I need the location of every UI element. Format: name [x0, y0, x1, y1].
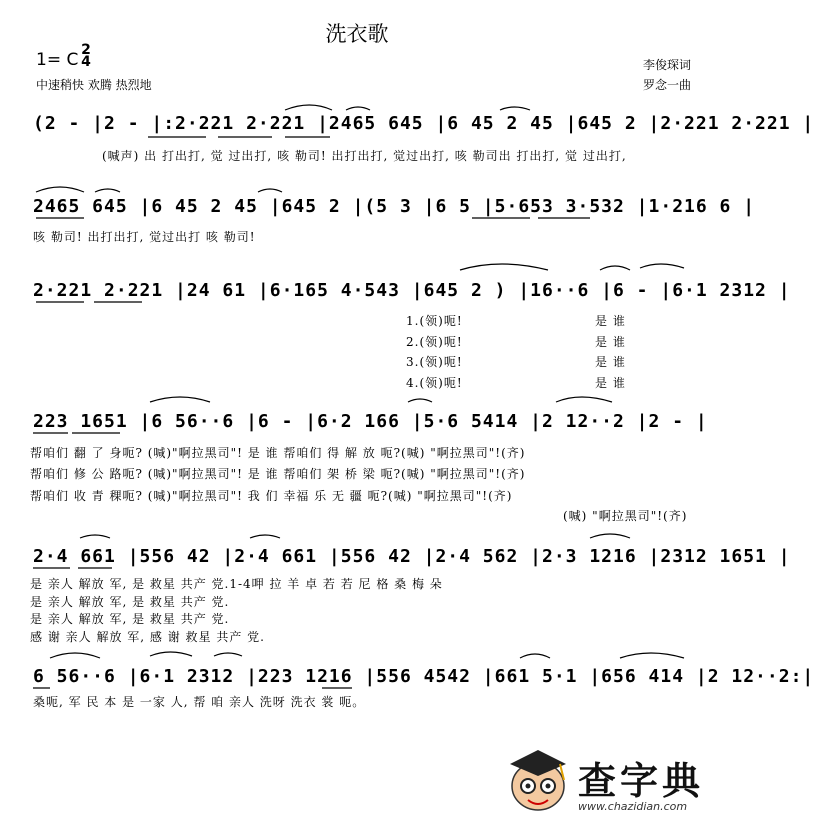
slur-mark	[36, 187, 84, 192]
notation-line-6: 6 56··6 |6·1 2312 |223 1216 |556 4542 |661 5·1 |656 414 |2 12··2:|	[33, 666, 814, 687]
slur-mark	[285, 105, 332, 110]
lyrics-line-1: (喊声) 出 打出打, 觉 过出打, 咳 勒司! 出打出打, 觉过出打, 咳 勒司出 打出打, 觉 过出打,	[102, 149, 627, 163]
time-signature-top: 2	[81, 42, 91, 58]
slur-mark	[346, 107, 370, 110]
verse-3-who: 是 谁	[595, 355, 626, 369]
lyrics-line-4d: (喊) "啊拉黑司"!(齐)	[563, 509, 688, 523]
verse-1-lead: 1.(领)呃!	[406, 314, 463, 328]
verse-2-who: 是 谁	[595, 335, 626, 349]
slur-mark	[258, 189, 282, 192]
verse-4-lead: 4.(领)呃!	[406, 376, 463, 390]
logo-mascot-icon	[500, 746, 576, 816]
lyrics-line-5d: 感 谢 亲人 解放 军, 感 谢 救星 共产 党.	[30, 630, 265, 644]
lyrics-line-6: 桑呃, 军 民 本 是 一家 人, 帮 咱 亲人 洗呀 洗衣 裳 呃。	[33, 695, 366, 709]
slur-mark	[600, 266, 630, 270]
slur-mark	[620, 653, 684, 658]
slur-mark	[640, 264, 684, 268]
slur-mark	[500, 107, 530, 110]
slur-mark	[520, 654, 550, 658]
slur-mark	[408, 399, 432, 402]
slur-mark	[250, 535, 280, 538]
slur-mark	[95, 189, 120, 192]
lyrics-line-5c: 是 亲人 解放 军, 是 救星 共产 党.	[30, 612, 230, 626]
slur-mark	[80, 535, 110, 538]
notation-line-4: 223 1651 |6 56··6 |6 - |6·2 166 |5·6 5414 |2 12··2 |2 - |	[33, 411, 708, 432]
song-title: 洗衣歌	[325, 22, 389, 46]
verse-3-lead: 3.(领)呃!	[406, 355, 463, 369]
notation-line-3: 2·221 2·221 |24 61 |6·165 4·543 |645 2 ) |16··6 |6 - |6·1 2312 |	[33, 280, 791, 301]
lyrics-line-5a: 是 亲人 解放 军, 是 救星 共产 党.1-4呷 拉 羊 卓 若 若 尼 格 桑 梅 朵	[30, 577, 443, 591]
slur-mark	[50, 653, 100, 658]
notation-line-1: (2 - |2 - |:2·221 2·221 |2465 645 |6 45 2 45 |645 2 |2·221 2·221 |	[33, 113, 814, 134]
slur-mark	[150, 397, 210, 402]
lyrics-line-4c: 帮咱们 收 青 稞呃? (喊)"啊拉黑司"! 我 们 幸福 乐 无 疆 呃?(喊) "啊拉黑司"!(齐)	[30, 489, 513, 503]
lyrics-line-2: 咳 勒司! 出打出打, 觉过出打 咳 勒司!	[33, 230, 256, 244]
verse-4-who: 是 谁	[595, 376, 626, 390]
slur-mark	[150, 652, 192, 656]
lyrics-line-4b: 帮咱们 修 公 路呃? (喊)"啊拉黑司"! 是 谁 帮咱们 架 桥 梁 呃?(喊) "啊拉黑司"!(齐)	[30, 467, 526, 481]
lyrics-line-4a: 帮咱们 翻 了 身呃? (喊)"啊拉黑司"! 是 谁 帮咱们 得 解 放 呃?(喊) "啊拉黑司"!(齐)	[30, 446, 526, 460]
slur-mark	[556, 397, 612, 402]
slur-mark	[590, 534, 630, 538]
time-signature-bottom: 4	[81, 54, 91, 70]
verse-2-lead: 2.(领)呃!	[406, 335, 463, 349]
notation-line-5: 2·4 661 |556 42 |2·4 661 |556 42 |2·4 562 |2·3 1216 |2312 1651 |	[33, 546, 791, 567]
verse-1-who: 是 谁	[595, 314, 626, 328]
composer-credit: 罗念一曲	[643, 78, 692, 92]
notation-line-2: 2465 645 |6 45 2 45 |645 2 |(5 3 |6 5 |5·653 3·532 |1·216 6 |	[33, 196, 756, 217]
slur-mark	[214, 653, 242, 656]
slur-mark	[460, 264, 548, 270]
watermark-brand: 查字典	[578, 759, 705, 803]
watermark-url: www.chazidian.com	[578, 800, 688, 813]
lyrics-line-5b: 是 亲人 解放 军, 是 救星 共产 党.	[30, 595, 230, 609]
lyricist-credit: 李俊琛词	[643, 58, 692, 72]
key-signature: 1= C	[36, 50, 79, 70]
tempo-marking: 中速稍快 欢腾 热烈地	[36, 78, 152, 92]
